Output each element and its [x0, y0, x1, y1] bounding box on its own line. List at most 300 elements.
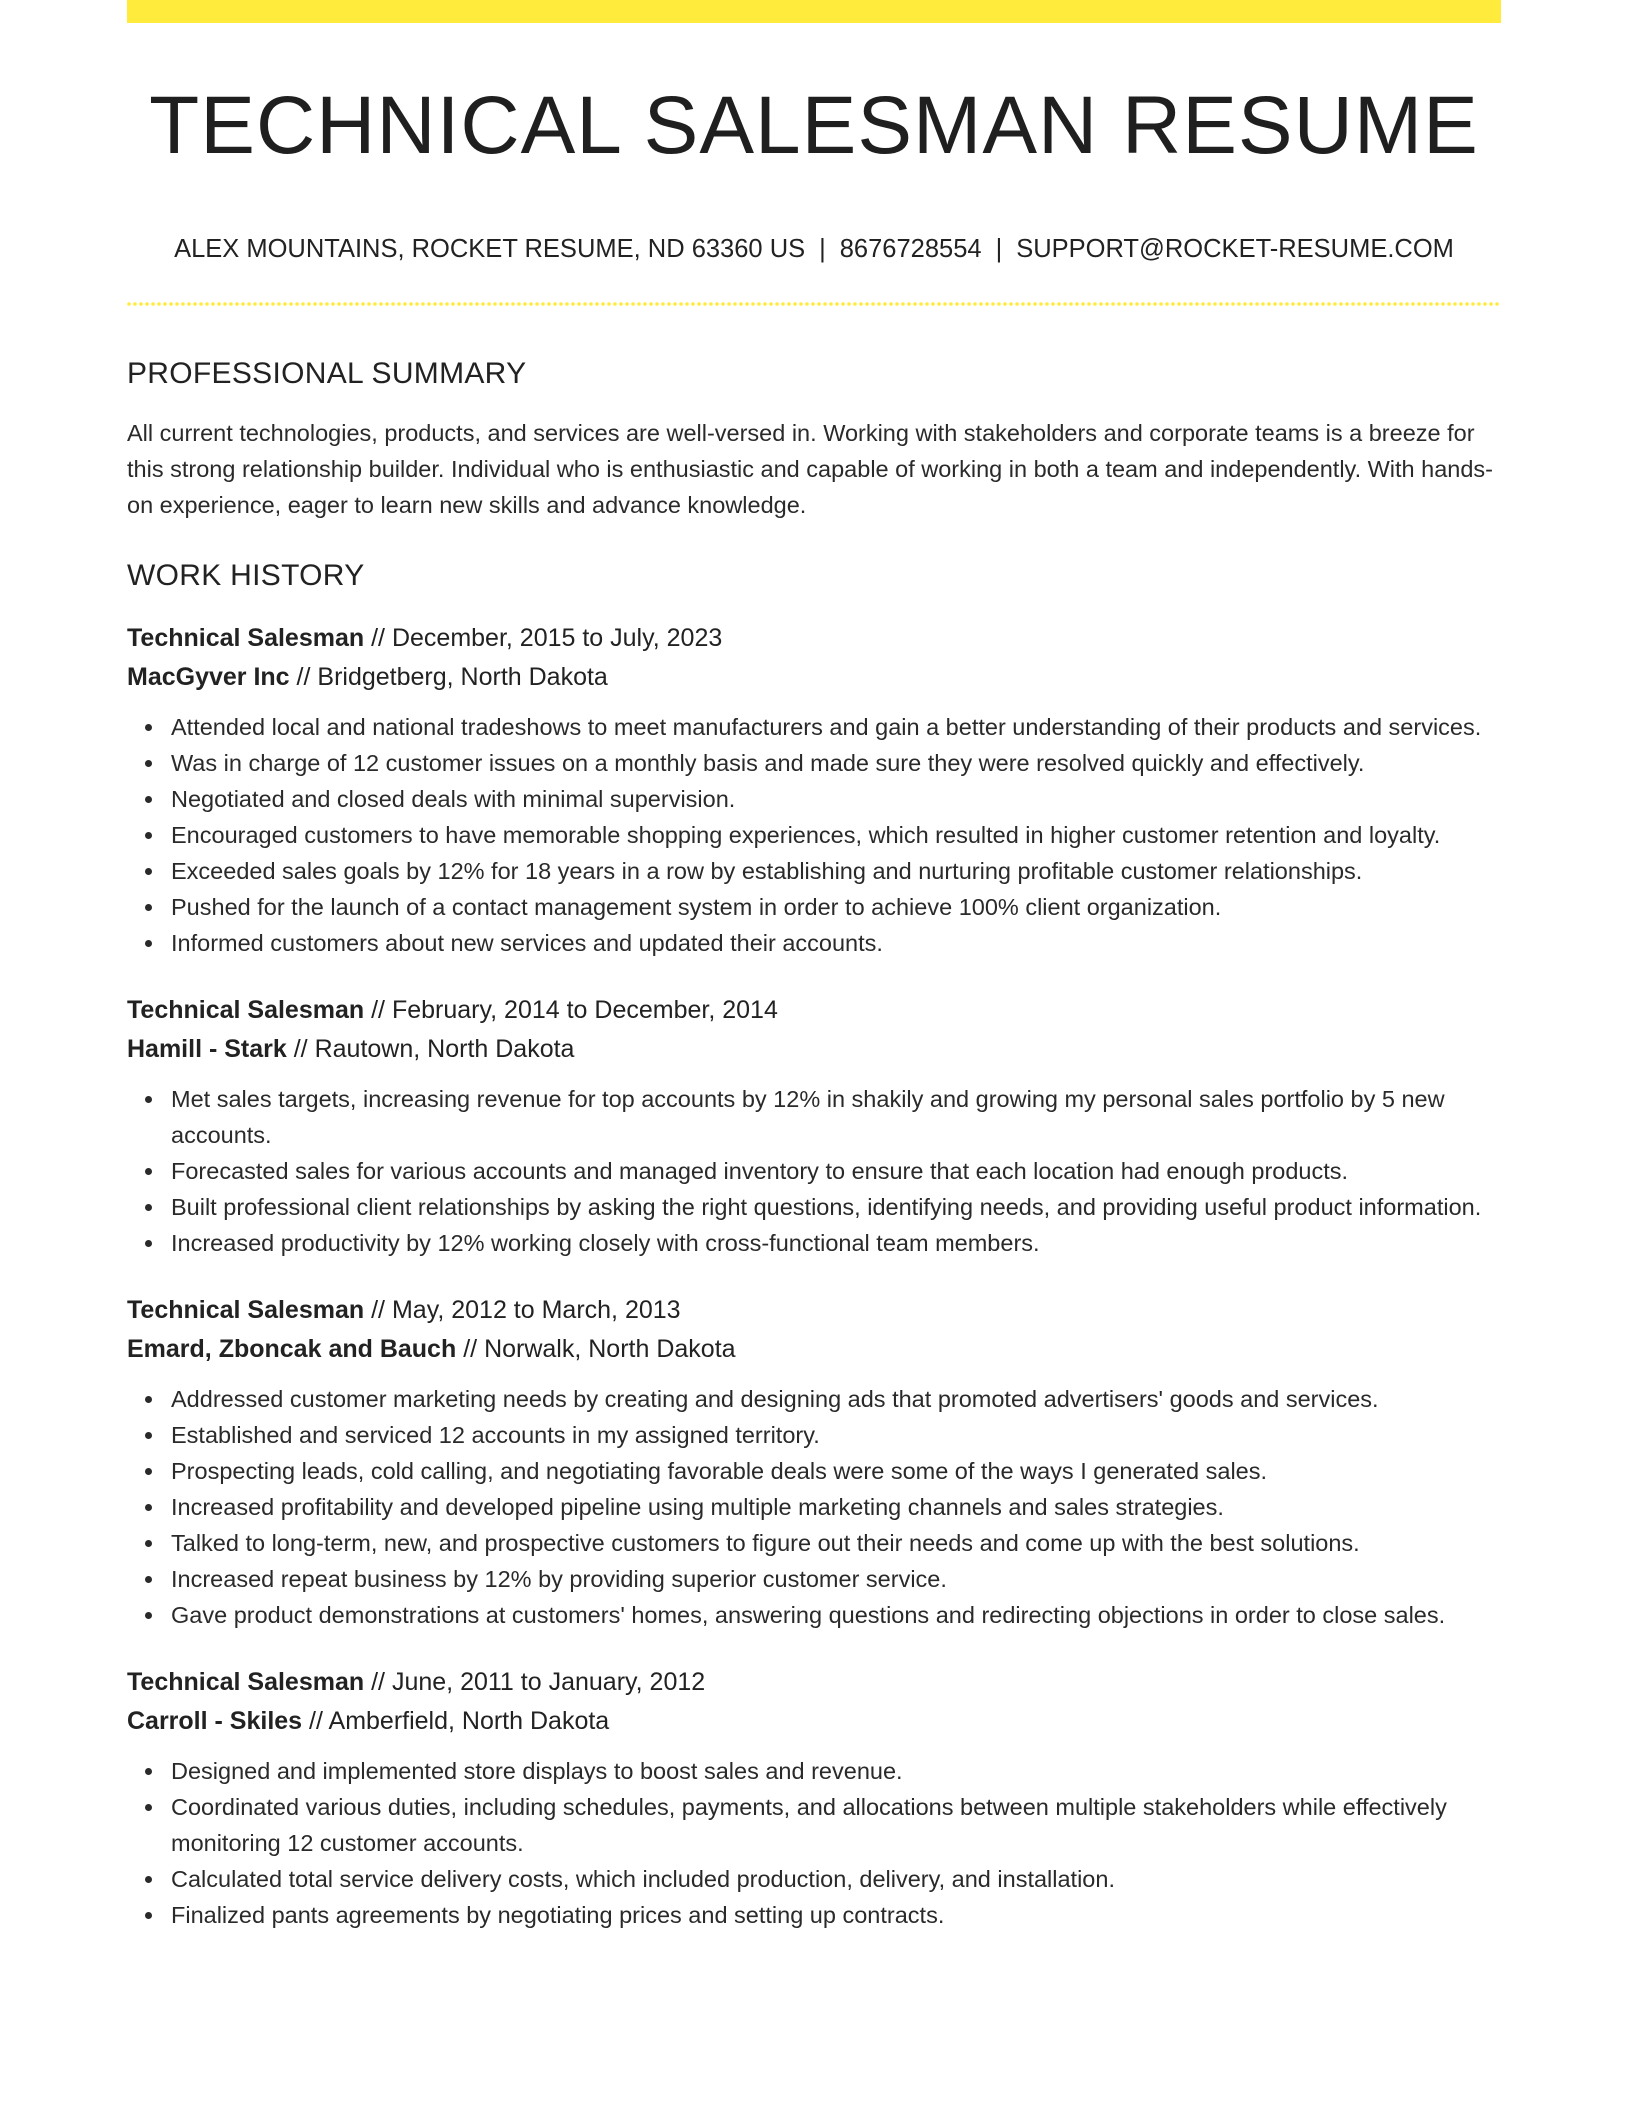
divider-dot [895, 302, 899, 306]
bullet-item: Attended local and national tradeshows to meet manufacturers and gain a better understanding of their products and services. [171, 709, 1501, 745]
bullet-item: Forecasted sales for various accounts and managed inventory to ensure that each location had enough products. [171, 1153, 1501, 1189]
contact-phone: 8676728554 [839, 235, 982, 263]
bullet-item: Pushed for the launch of a contact management system in order to achieve 100% client organization. [171, 889, 1501, 925]
delimiter: // [463, 1334, 478, 1363]
divider-dot [553, 302, 557, 306]
bullet-item: Finalized pants agreements by negotiating prices and setting up contracts. [171, 1897, 1501, 1933]
divider-dot [967, 302, 971, 306]
divider-dot [715, 302, 719, 306]
divider-dot [1273, 302, 1277, 306]
divider-dot [187, 302, 191, 306]
work-history-heading: WORK HISTORY [127, 558, 365, 592]
bullet-item: Designed and implemented store displays to boost sales and revenue. [171, 1753, 1501, 1789]
delimiter: // [293, 1034, 308, 1063]
bullet-item: Increased productivity by 12% working closely with cross-functional team members. [171, 1225, 1501, 1261]
divider-dot [577, 302, 581, 306]
divider-dot [1135, 302, 1139, 306]
divider-dot [535, 302, 539, 306]
divider-dot [1087, 302, 1091, 306]
divider-dot [1405, 302, 1409, 306]
divider-dot [595, 302, 599, 306]
divider-dot [949, 302, 953, 306]
divider-dot [901, 302, 905, 306]
divider-dot [163, 302, 167, 306]
divider-dot [1051, 302, 1055, 306]
divider-dot [1441, 302, 1445, 306]
delimiter: // [371, 1667, 386, 1696]
divider-dot [331, 302, 335, 306]
divider-dot [745, 302, 749, 306]
divider-dot [445, 302, 449, 306]
divider-dot [415, 302, 419, 306]
divider-dot [631, 302, 635, 306]
bullet-item: Negotiated and closed deals with minimal supervision. [171, 781, 1501, 817]
divider-dot [619, 302, 623, 306]
divider-dot [1291, 302, 1295, 306]
divider-dot [1369, 302, 1373, 306]
divider-dot [517, 302, 521, 306]
divider-dot [241, 302, 245, 306]
summary-heading: PROFESSIONAL SUMMARY [127, 356, 527, 390]
divider-dot [1459, 302, 1463, 306]
divider-dot [1303, 302, 1307, 306]
divider-dot [499, 302, 503, 306]
divider-dot [1219, 302, 1223, 306]
divider-dot [487, 302, 491, 306]
divider-dot [1189, 302, 1193, 306]
contact-separator: | [995, 235, 1003, 263]
job-location: Rautown, North Dakota [314, 1034, 575, 1063]
divider-dot [1159, 302, 1163, 306]
divider-dot [355, 302, 359, 306]
divider-dot [451, 302, 455, 306]
divider-dot [1033, 302, 1037, 306]
divider-dot [1117, 302, 1121, 306]
divider-dot [1489, 302, 1493, 306]
job-bullets [127, 1381, 1501, 1633]
job-dates: June, 2011 to January, 2012 [391, 1667, 706, 1696]
job-company: MacGyver Inc [127, 662, 290, 691]
divider-dot [727, 302, 731, 306]
divider-dot [475, 302, 479, 306]
divider-dot [145, 302, 149, 306]
divider-dot [1477, 302, 1481, 306]
divider-dot [991, 302, 995, 306]
bullet-item: Met sales targets, increasing revenue for top accounts by 12% in shakily and growing my personal sales portfolio by 5 new accounts. [171, 1081, 1501, 1153]
divider-dot [277, 302, 281, 306]
divider-dot [757, 302, 761, 306]
divider-dot [1099, 302, 1103, 306]
contact-line [127, 237, 1501, 263]
divider-dot [637, 302, 641, 306]
divider-dot [667, 302, 671, 306]
divider-dot [529, 302, 533, 306]
divider-dot [1471, 302, 1475, 306]
divider-dot [1069, 302, 1073, 306]
divider-dot [1177, 302, 1181, 306]
divider-dot [937, 302, 941, 306]
divider-dot [1483, 302, 1487, 306]
divider-dot [853, 302, 857, 306]
divider-dot [1357, 302, 1361, 306]
divider-dot [199, 302, 203, 306]
job-company-line [127, 1330, 1501, 1369]
divider-dot [1207, 302, 1211, 306]
delimiter: // [371, 995, 386, 1024]
divider-dot [439, 302, 443, 306]
divider-dot [697, 302, 701, 306]
divider-dot [865, 302, 869, 306]
divider-dot [805, 302, 809, 306]
divider-dot [913, 302, 917, 306]
divider-dot [1093, 302, 1097, 306]
divider-dot [1255, 302, 1259, 306]
divider-dot [151, 302, 155, 306]
bullet-item: Coordinated various duties, including schedules, payments, and allocations between multiple stakeholders while effectively monitoring 12 customer accounts. [171, 1789, 1501, 1861]
divider-dot [1201, 302, 1205, 306]
divider-dot [361, 302, 365, 306]
divider-dot [817, 302, 821, 306]
bullet-item: Built professional client relationships by asking the right questions, identifying needs, and providing useful product information. [171, 1189, 1501, 1225]
divider-dot [1063, 302, 1067, 306]
divider-dot [379, 302, 383, 306]
divider-dot [703, 302, 707, 306]
contact-email: SUPPORT@ROCKET-RESUME.COM [1016, 235, 1454, 263]
divider-dot [313, 302, 317, 306]
divider-dot [1351, 302, 1355, 306]
job-location: Bridgetberg, North Dakota [317, 662, 608, 691]
divider-dot [463, 302, 467, 306]
bullet-item: Addressed customer marketing needs by creating and designing ads that promoted advertisers' goods and services. [171, 1381, 1501, 1417]
divider-dot [739, 302, 743, 306]
divider-dot [1345, 302, 1349, 306]
divider-dot [613, 302, 617, 306]
divider-dot [787, 302, 791, 306]
divider-dot [301, 302, 305, 306]
divider-dot [1279, 302, 1283, 306]
divider-dot [1195, 302, 1199, 306]
divider-dot [175, 302, 179, 306]
divider-dot [781, 302, 785, 306]
divider-dot [211, 302, 215, 306]
divider-dot [1309, 302, 1313, 306]
divider-dot [1237, 302, 1241, 306]
job-entry [127, 1291, 1501, 1633]
divider-dot [589, 302, 593, 306]
job-title-line [127, 1291, 1501, 1330]
job-title-line [127, 619, 1501, 658]
divider-dot [1399, 302, 1403, 306]
divider-dot [1447, 302, 1451, 306]
bullet-item: Exceeded sales goals by 12% for 18 years in a row by establishing and nurturing profitable customer relationships. [171, 853, 1501, 889]
bullet-item: Increased profitability and developed pipeline using multiple marketing channels and sales strategies. [171, 1489, 1501, 1525]
divider-dot [1141, 302, 1145, 306]
job-bullets [127, 1081, 1501, 1261]
job-dates: May, 2012 to March, 2013 [391, 1295, 681, 1324]
divider-dot [1375, 302, 1379, 306]
divider-dot [319, 302, 323, 306]
divider-dot [559, 302, 563, 306]
divider-dot [1009, 302, 1013, 306]
job-company-line [127, 1030, 1501, 1069]
divider-dot [505, 302, 509, 306]
divider-dot [985, 302, 989, 306]
divider-dot [709, 302, 713, 306]
bullet-item: Talked to long-term, new, and prospective customers to figure out their needs and come up with the best solutions. [171, 1525, 1501, 1561]
divider-dot [1243, 302, 1247, 306]
divider-dot [1123, 302, 1127, 306]
divider-dot [1231, 302, 1235, 306]
bullet-item: Encouraged customers to have memorable shopping experiences, which resulted in higher customer retention and loyalty. [171, 817, 1501, 853]
divider-dot [157, 302, 161, 306]
divider-dot [1315, 302, 1319, 306]
divider-dot [661, 302, 665, 306]
divider-dot [799, 302, 803, 306]
job-location: Amberfield, North Dakota [328, 1706, 610, 1735]
divider-dot [943, 302, 947, 306]
divider-dot [289, 302, 293, 306]
divider-dot [421, 302, 425, 306]
divider-dot [1495, 302, 1499, 306]
divider-dot [691, 302, 695, 306]
bullet-item: Gave product demonstrations at customers' homes, answering questions and redirecting objections in order to close sales. [171, 1597, 1501, 1633]
divider-dot [229, 302, 233, 306]
divider-dot [373, 302, 377, 306]
divider-dot [763, 302, 767, 306]
divider-dot [1327, 302, 1331, 306]
divider-dot [565, 302, 569, 306]
bullet-item: Increased repeat business by 12% by providing superior customer service. [171, 1561, 1501, 1597]
divider-dot [433, 302, 437, 306]
divider-dot [523, 302, 527, 306]
divider-dot [961, 302, 965, 306]
divider-dot [223, 302, 227, 306]
divider-dot [1267, 302, 1271, 306]
divider-dot [1333, 302, 1337, 306]
divider-dot [253, 302, 257, 306]
divider-dot [325, 302, 329, 306]
bullet-item: Established and serviced 12 accounts in my assigned territory. [171, 1417, 1501, 1453]
bullet-item: Calculated total service delivery costs, which included production, delivery, and installation. [171, 1861, 1501, 1897]
divider-dot [1411, 302, 1415, 306]
delimiter: // [309, 1706, 323, 1735]
divider-dot [1111, 302, 1115, 306]
divider-dot [343, 302, 347, 306]
divider-dot [403, 302, 407, 306]
divider-dot [295, 302, 299, 306]
job-title: Technical Salesman [127, 1295, 365, 1324]
divider-dot [139, 302, 143, 306]
bullet-item: Was in charge of 12 customer issues on a monthly basis and made sure they were resolved quickly and effectively. [171, 745, 1501, 781]
divider-dot [649, 302, 653, 306]
divider-dot [1183, 302, 1187, 306]
divider-dot [1435, 302, 1439, 306]
contact-separator: | [819, 235, 826, 263]
job-title: Technical Salesman [127, 1667, 365, 1696]
divider-dot [1297, 302, 1301, 306]
divider-dot [883, 302, 887, 306]
job-bullets [127, 1753, 1501, 1933]
job-company-line [127, 658, 1501, 697]
divider-dot [1387, 302, 1391, 306]
divider-dot [1393, 302, 1397, 306]
divider-dot [1339, 302, 1343, 306]
divider-dot [265, 302, 269, 306]
resume-title: TECHNICAL SALESMAN RESUME [149, 80, 1479, 171]
divider-dot [511, 302, 515, 306]
divider-dot [205, 302, 209, 306]
divider-dot [349, 302, 353, 306]
divider-dot [1081, 302, 1085, 306]
job-company: Hamill - Stark [127, 1034, 287, 1063]
divider-dot [907, 302, 911, 306]
divider-dot [811, 302, 815, 306]
divider-dot [979, 302, 983, 306]
divider-dot [169, 302, 173, 306]
bullet-item: Prospecting leads, cold calling, and negotiating favorable deals were some of the ways I generated sales. [171, 1453, 1501, 1489]
divider-dot [1147, 302, 1151, 306]
job-entry [127, 619, 1501, 961]
divider-dot [1423, 302, 1427, 306]
resume-page [127, 0, 1501, 1933]
divider-dot [841, 302, 845, 306]
divider-dot [1045, 302, 1049, 306]
divider-dot [871, 302, 875, 306]
summary-text: All current technologies, products, and services are well-versed in. Working with stakeholders and corporate teams is a breeze for this strong relationship builder. Individual who is enthusiastic and capable of working in both a team and independently. With hands-on experience, eager to learn new skills and advance knowledge. [127, 419, 1494, 518]
divider-dot [847, 302, 851, 306]
divider-dot [673, 302, 677, 306]
job-title-line [127, 991, 1501, 1030]
accent-top-bar [127, 0, 1501, 23]
divider-dot [829, 302, 833, 306]
dotted-divider [127, 302, 1501, 306]
divider-dot [307, 302, 311, 306]
divider-dot [193, 302, 197, 306]
divider-dot [127, 302, 131, 306]
job-location: Norwalk, North Dakota [484, 1334, 736, 1363]
divider-dot [733, 302, 737, 306]
divider-dot [259, 302, 263, 306]
divider-dot [823, 302, 827, 306]
divider-dot [997, 302, 1001, 306]
divider-dot [793, 302, 797, 306]
divider-dot [955, 302, 959, 306]
divider-dot [367, 302, 371, 306]
divider-dot [217, 302, 221, 306]
bullet-item: Informed customers about new services and updated their accounts. [171, 925, 1501, 961]
divider-dot [1363, 302, 1367, 306]
divider-dot [547, 302, 551, 306]
divider-dot [643, 302, 647, 306]
job-dates: February, 2014 to December, 2014 [391, 995, 778, 1024]
delimiter: // [371, 623, 386, 652]
divider-dot [457, 302, 461, 306]
divider-dot [775, 302, 779, 306]
divider-dot [283, 302, 287, 306]
divider-dot [925, 302, 929, 306]
divider-dot [1249, 302, 1253, 306]
divider-dot [889, 302, 893, 306]
divider-dot [919, 302, 923, 306]
divider-dot [571, 302, 575, 306]
divider-dot [397, 302, 401, 306]
job-entry [127, 1663, 1501, 1933]
divider-dot [1465, 302, 1469, 306]
divider-dot [541, 302, 545, 306]
divider-dot [1003, 302, 1007, 306]
divider-dot [133, 302, 137, 306]
divider-dot [655, 302, 659, 306]
job-entry [127, 991, 1501, 1261]
job-bullets [127, 709, 1501, 961]
divider-dot [1039, 302, 1043, 306]
divider-dot [271, 302, 275, 306]
job-company-line [127, 1702, 1501, 1741]
divider-dot [721, 302, 725, 306]
divider-dot [1021, 302, 1025, 306]
divider-dot [1075, 302, 1079, 306]
divider-dot [385, 302, 389, 306]
divider-dot [1285, 302, 1289, 306]
divider-dot [1321, 302, 1325, 306]
divider-dot [1453, 302, 1457, 306]
job-title: Technical Salesman [127, 623, 365, 652]
divider-dot [1225, 302, 1229, 306]
job-title-line [127, 1663, 1501, 1702]
contact-address: ALEX MOUNTAINS, ROCKET RESUME, ND 63360 US [174, 235, 806, 263]
divider-dot [769, 302, 773, 306]
divider-dot [391, 302, 395, 306]
delimiter: // [296, 662, 311, 691]
divider-dot [469, 302, 473, 306]
divider-dot [931, 302, 935, 306]
job-title: Technical Salesman [127, 995, 365, 1024]
job-company: Carroll - Skiles [127, 1706, 303, 1735]
divider-dot [685, 302, 689, 306]
divider-dot [1381, 302, 1385, 306]
divider-dot [337, 302, 341, 306]
divider-dot [1429, 302, 1433, 306]
divider-dot [409, 302, 413, 306]
divider-dot [973, 302, 977, 306]
divider-dot [877, 302, 881, 306]
divider-dot [1057, 302, 1061, 306]
divider-dot [1027, 302, 1031, 306]
divider-dot [679, 302, 683, 306]
divider-dot [493, 302, 497, 306]
divider-dot [1105, 302, 1109, 306]
delimiter: // [371, 1295, 386, 1324]
divider-dot [1015, 302, 1019, 306]
divider-dot [607, 302, 611, 306]
divider-dot [1153, 302, 1157, 306]
job-dates: December, 2015 to July, 2023 [391, 623, 723, 652]
divider-dot [751, 302, 755, 306]
divider-dot [835, 302, 839, 306]
divider-dot [181, 302, 185, 306]
divider-dot [427, 302, 431, 306]
divider-dot [1165, 302, 1169, 306]
divider-dot [601, 302, 605, 306]
divider-dot [1261, 302, 1265, 306]
divider-dot [1171, 302, 1175, 306]
divider-dot [1129, 302, 1133, 306]
divider-dot [481, 302, 485, 306]
divider-dot [625, 302, 629, 306]
divider-dot [583, 302, 587, 306]
divider-dot [235, 302, 239, 306]
job-company: Emard, Zboncak and Bauch [127, 1334, 457, 1363]
